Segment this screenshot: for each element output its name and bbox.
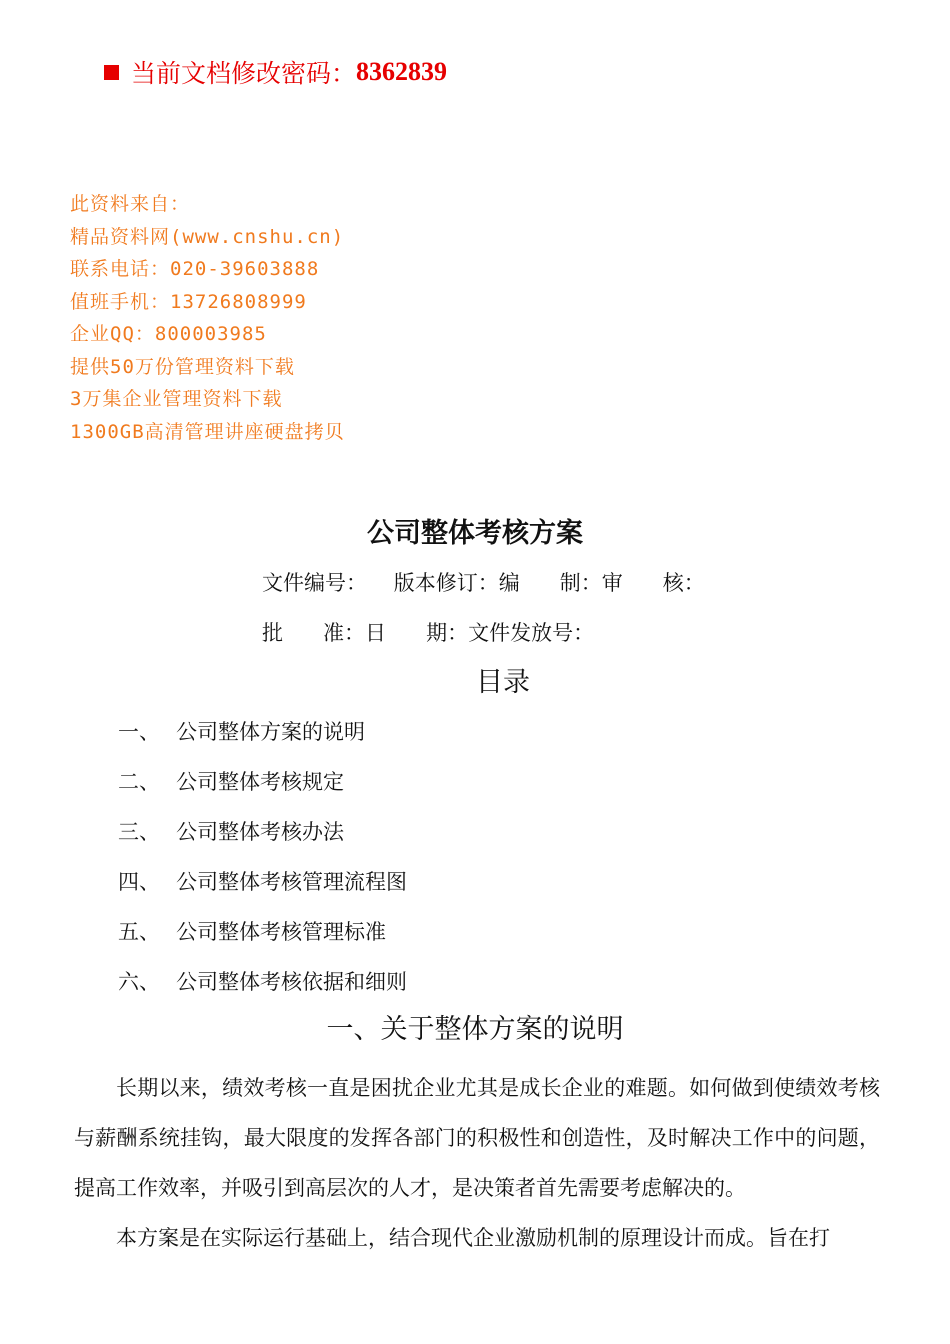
source-line: 提供50万份管理资料下载 — [70, 355, 295, 378]
password-value: 8362839 — [356, 57, 448, 86]
source-info — [70, 188, 345, 448]
toc-item-text: 公司整体考核依据和细则 — [176, 970, 407, 994]
toc-item — [118, 866, 407, 916]
document-title: 公司整体考核方案 — [367, 518, 583, 549]
toc-item — [118, 916, 407, 966]
source-line: 值班手机：13726808999 — [70, 290, 307, 313]
section-1-body — [74, 1063, 880, 1263]
section-1-title: 一、关于整体方案的说明 — [326, 1014, 624, 1045]
red-square-icon — [104, 65, 119, 80]
toc-item-text: 公司整体考核管理流程图 — [176, 870, 407, 894]
source-line: 3万集企业管理资料下载 — [70, 388, 283, 410]
toc-item — [118, 716, 407, 766]
body-paragraph: 本方案是在实际运行基础上，结合现代企业激励机制的原理设计而成。旨在打 — [116, 1226, 830, 1250]
source-line: 联系电话：020-39603888 — [70, 258, 320, 280]
toc-item — [118, 766, 407, 816]
toc-item-number: 四、 — [118, 870, 160, 894]
document-meta-line-1: 文件编号： 版本修订：编 制：审 核： — [262, 571, 705, 595]
toc-item — [118, 816, 407, 866]
source-line: 精品资料网(www.cnshu.cn) — [70, 225, 345, 248]
body-paragraph: 长期以来，绩效考核一直是困扰企业尤其是成长企业的难题。如何做到使绩效考核与薪酬系统挂钩，最大限度的发挥各部门的积极性和创造性，及时解决工作中的问题，提高工作效率，并吸引到高层次的人才，是决策者首先需要考虑解决的。 — [74, 1076, 880, 1200]
toc-title: 目录 — [476, 667, 530, 698]
table-of-contents — [118, 716, 407, 1016]
toc-item-number: 三、 — [118, 820, 160, 844]
toc-item-text: 公司整体方案的说明 — [176, 720, 365, 744]
toc-item-text: 公司整体考核规定 — [176, 770, 344, 794]
source-line: 此资料来自： — [70, 193, 191, 215]
password-notice — [104, 54, 447, 90]
source-line: 企业QQ：800003985 — [70, 323, 267, 345]
password-label: 当前文档修改密码： — [131, 59, 357, 88]
toc-item-number: 一、 — [118, 720, 160, 744]
toc-item — [118, 966, 407, 1016]
toc-item-text: 公司整体考核办法 — [176, 820, 344, 844]
toc-item-number: 二、 — [118, 770, 160, 794]
toc-item-number: 六、 — [118, 970, 160, 994]
toc-item-text: 公司整体考核管理标准 — [176, 920, 386, 944]
toc-item-number: 五、 — [118, 920, 160, 944]
document-meta-line-2: 批 准：日 期：文件发放号： — [262, 621, 595, 645]
source-line: 1300GB高清管理讲座硬盘拷贝 — [70, 420, 345, 443]
